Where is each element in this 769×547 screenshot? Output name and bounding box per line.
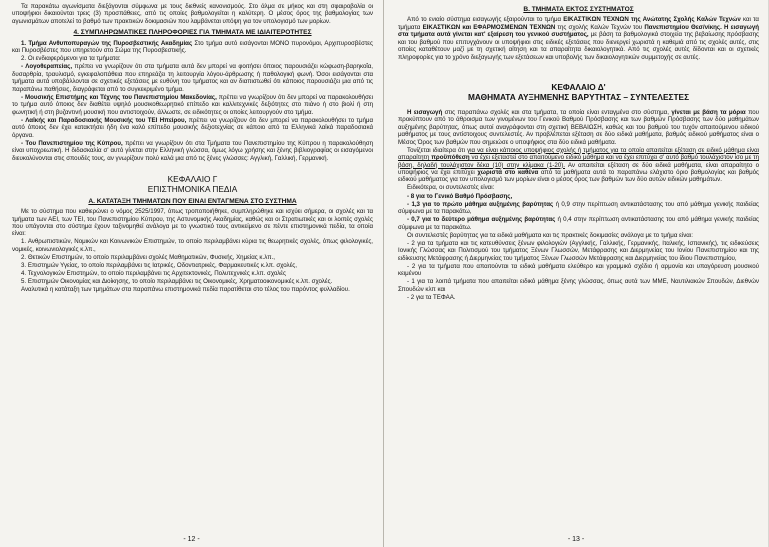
admission-text-1: Η εισαγωγή bbox=[407, 108, 443, 116]
special-coefficient-3: - 1 για τα λοιπά τμήματα που απαιτείται ειδικό μάθημα ξένης γλώσσας, όπως αυτά των ΜΜΕ, Ναυτιλιακών Σπουδών, Διεθνών Σπουδών κλπ και bbox=[398, 278, 759, 293]
section-b-heading: Β. ΤΜΗΜΑΤΑ ΕΚΤΟΣ ΣΥΣΤΗΜΑΤΟΣ bbox=[523, 6, 634, 13]
coefficient-second-title: - 0,7 για το δεύτερο μάθημα αυξημένης βαρύτητας bbox=[407, 216, 556, 224]
section-b-text-6: Πανεπιστημίου Θεσ/νίκης. Η εισαγωγή στα τμήματα αυτά γίνεται κατ' εξαίρεση του γενικού συστήματος, bbox=[398, 23, 760, 39]
field-5: 5. Επιστημών Οικονομίας και Διοίκησης, το οποίο περιλαμβάνει τις Οικονομικές, Χρηματοοικονομικές κ.λπ. σχολές. bbox=[21, 278, 333, 286]
item-folk-music-title: - Λαϊκής και Παραδοσιακής Μουσικής του ΤΕΙ Ηπείρου, bbox=[21, 116, 187, 124]
right-page bbox=[384, 0, 768, 547]
special-coefficient-2: - 2 για τα τμήματα που απαιτούνται τα ειδικά μαθήματα ελεύθερο και γραμμικό σχέδιο ή αρμονία και υπαγόρευση μουσικού κειμένου bbox=[398, 262, 759, 278]
admission-text-2: στις παραπάνω σχολές και στα τμήματα, τα οποία είναι ενταγμένα στο σύστημα, bbox=[442, 108, 672, 116]
coefficient-second-text: ή 0,4 στην περίπτωση αντικατάστασης του από μάθημα γενικής παιδείας σύμφωνα με τα παρακάτω. bbox=[398, 216, 759, 231]
coefficients-intro: Ειδικότερα, οι συντελεστές είναι: bbox=[407, 184, 495, 192]
section-b-text-2: ΕΙΚΑΣΤΙΚΩΝ ΤΕΧΝΩΝ της Ανώτατης Σχολής Καλών Τεχνών bbox=[563, 16, 741, 24]
item-speech-therapy-title: - Λογοθεραπείας, bbox=[21, 63, 73, 71]
field-4: 4. Τεχνολογικών Επιστημών, το οποίο περιλαμβάνει τις Αρχιτεκτονικές, Πολυτεχνικές κ.λπ. σχολές bbox=[21, 270, 286, 278]
item-fire-academy bbox=[12, 40, 373, 55]
special-text-3: προϋπόθεση bbox=[431, 154, 470, 162]
section-4-heading: 4. ΣΥΜΠΛΗΡΩΜΑΤΙΚΕΣ ΠΛΗΡΟΦΟΡΙΕΣ ΓΙΑ ΤΜΗΜΑΤΑ ΜΕ ΙΔΙΑΙΤΕΡΟΤΗΤΕΣ bbox=[73, 29, 312, 37]
item-cyprus-title: - Του Πανεπιστημίου της Κύπρου, bbox=[21, 139, 123, 147]
coefficient-second bbox=[398, 216, 759, 231]
item-fire-academy-title: 1. Τμήμα Ανθυποπυραγών της Πυροσβεστικής Ακαδημίας bbox=[21, 39, 193, 47]
field-1: 1. Ανθρωπιστικών, Νομικών και Κοινωνικών Επιστημών, το οποίο περιλαμβάνει κύρια τις θεωρητικές σχολές, όπως φιλολογικές, νομικές, κοινωνιολογικές κ.λπ., bbox=[12, 238, 373, 253]
admission-paragraph bbox=[398, 109, 759, 146]
item-music-science-text: πρέπει να γνωρίζουν ότι δεν μπορεί να παρακολουθήσει το τμήμα αυτό όποιος δεν διαθέτει υψηλό μουσικοθεωρητικό επίπεδο και καλλιτεχνικές δεξιότητες στο πιάνο ή στο βιολί ή στη φωνητική ή στη βυζαντινή μουσική που αντιστοιχούν, άλλωστε, σε ειδικότητες οι οποίες λειτουργούν στο τμήμα. bbox=[12, 93, 373, 116]
special-subject-paragraph bbox=[398, 147, 759, 184]
special-text-7: από τα μαθήματα αυτά το παραπάνω ελάχιστο όριο βαθμολογίας και βαθμός ειδικού μαθήματος για τον υπολογισμό των μορίων είναι ο μέσος όρος των βαθμών των δύο αυτών ειδικών μαθημάτων. bbox=[398, 168, 759, 184]
chapter-d-number: ΚΕΦΑΛΑΙΟ Δ' bbox=[551, 81, 606, 92]
page-number-left: - 12 - bbox=[183, 535, 200, 543]
section-b-text-5: της σχολής Καλών Τεχνών του bbox=[555, 23, 645, 31]
chapter-d-title: ΜΑΘΗΜΑΤΑ ΑΥΞΗΜΕΝΗΣ ΒΑΡΥΤΗΤΑΣ – ΣΥΝΤΕΛΕΣΤΕΣ bbox=[467, 91, 690, 102]
coefficients-special-intro: Οι συντελεστές βαρύτητας για τα ειδικά μαθήματα και τις πρακτικές δοκιμασίες ανάλογα με το τμήμα είναι: bbox=[407, 231, 693, 239]
section-a-outro: Αναλυτικά η κατάταξη των τμημάτων στα παραπάνω επιστημονικά πεδία παρατίθεται στο τέλος του παρόντος φυλλαδίου. bbox=[21, 286, 350, 294]
section-b-text-7: με βάση τα βαθμολογικά στοιχεία της βεβαίωσης πρόσβασης και του βαθμού που επιτυγχάνουν οι υποψήφιοι στις ειδικές εξετάσεις που διενεργεί χωριστά η καθεμιά από τις σχολές αυτές, στις οποίες καταθέτουν μαζί με τη σχετική αίτηση και τα απαραίτητα δικαιολογητικά. Από τις σχολές αυτές δίδονται και οι σχετικές πληροφορίες για το χρόνο διεξαγωγής των εξετάσεων και υποβολής των δικαιολογητικών συμμετοχής σε αυτές. bbox=[398, 31, 759, 61]
chapter-g-title: ΕΠΙΣΤΗΜΟΝΙΚΑ ΠΕΔΙΑ bbox=[147, 183, 238, 194]
section-b-paragraph bbox=[398, 16, 759, 61]
intro-paragraph: Τα παρακάτω αγωνίσματα διεξάγονται σύμφωνα με τους διεθνείς κανονισμούς. Στο άλμα σε μήκος και στη σφαιροβολία οι υποψήφιοι δικαιούνται τρεις (3) προσπάθειες, από τις οποίες βαθμολογείται η καλύτερη. Ο μέσος όρος της βαθμολογίας των αγωνισμάτων αποτελεί το βαθμό των πρακτικών δοκιμασιών που λαμβάνεται υπόψη για τον υπολογισμό των μορίων. bbox=[12, 3, 373, 25]
special-text-6: χωριστά στο καθένα bbox=[477, 168, 539, 176]
left-page bbox=[0, 0, 384, 547]
chapter-d-heading bbox=[398, 82, 759, 102]
item-cyprus-text: πρέπει να γνωρίζουν ότι στα Τμήματα του Πανεπιστημίου της Κύπρου η παρακολούθηση είναι υποχρεωτική. Η διδασκαλία σ' αυτό γίνεται στην Ελληνική γλώσσα, όμως λόγω χρήσης και ξένης βιβλιογραφίας οι εισαγόμενοι διευκολύνονται στις σπουδές τους, αν γνωρίζουν πολύ καλά μια από τις ξένες γλώσσες: Αγγλική, Γαλλική, Γερμανική. bbox=[12, 139, 373, 162]
item-cyprus bbox=[12, 140, 373, 162]
special-text-5: Αν απαιτείται εξέταση σε δύο ειδικά μαθήματα, είναι απαραίτητο ο υποψήφιος να έχει επιτύχει bbox=[398, 161, 759, 176]
item-folk-music bbox=[12, 117, 373, 139]
section-b-text-3: και τα τμήματα bbox=[398, 16, 759, 31]
chapter-g-heading bbox=[12, 174, 373, 194]
item-folk-music-text: πρέπει να γνωρίζουν ότι δεν μπορεί να παρακολουθήσει το τμήμα αυτό όποιος δεν έχει κατακτήσει ήδη ένα καλό επίπεδο μουσικής δεξιοτεχνίας σε κάποιο από τα Ελληνικά λαϊκά παραδοσιακά όργανα. bbox=[12, 116, 374, 139]
item-speech-therapy bbox=[12, 63, 373, 93]
special-text-2: για να είναι κάποιος υποψήφιος σχολής ή τμήματος για τα οποία απαιτείται εξέταση σε ειδικό μάθημα είναι απαραίτητη bbox=[398, 146, 759, 162]
field-2: 2. Θετικών Επιστημών, το οποίο περιλαμβάνει σχολές Μαθηματικών, Φυσικής, Χημείας κ.λπ., bbox=[21, 253, 275, 261]
coefficient-first-title: - 1,3 για το πρώτο μάθημα αυξημένης βαρύτητας bbox=[407, 200, 554, 208]
page-number-right: - 13 - bbox=[567, 535, 585, 543]
item-speech-therapy-text: πρέπει να γνωρίζουν ότι στα τμήματα αυτά δεν μπορεί να φοιτήσει όποιος παρουσιάζει κώφωση-βαρηκοΐα, δυσαρθρία, τραυλισμό, εγκεφαλοπάθεια που επηρεάζει τη λειτουργία λόγου-άρθρωσης ή παθολογική φωνή. Όσοι εισάγονται στα τμήματα αυτά υποβάλλονται σε σχετικές εξετάσεις με ευθύνη του τμήματος και αν διαπιστωθεί ότι κάποιος παρουσιάζει μια από τις παραπάνω παθήσεις, διαγράφεται από το συγκεκριμένο τμήμα. bbox=[12, 63, 373, 93]
section-a-heading: Α. ΚΑΤΑΤΑΞΗ ΤΜΗΜΑΤΩΝ ΠΟΥ ΕΙΝΑΙ ΕΝΤΑΓΜΕΝΑ ΣΤΟ ΣΥΣΤΗΜΑ bbox=[88, 197, 297, 205]
chapter-g-number: ΚΕΦΑΛΑΙΟ Γ bbox=[167, 173, 218, 184]
coefficient-general: - 8 για το Γενικό Βαθμό Πρόσβασης, bbox=[407, 192, 513, 200]
item-fire-academy-text: Στο τμήμα αυτό εισάγονται ΜΟΝΟ πυρονόμοι, Αρχιπυροσβέστες και Πυροσβέστες που υπηρετούν στο Σώμα της Πυροσβεστικής. bbox=[12, 39, 373, 55]
special-coefficient-4: - 2 για τα ΤΕΦΑΑ. bbox=[407, 293, 456, 301]
special-coefficient-1: - 2 για τα τμήματα και τις κατευθύνσεις ξένων φιλολογιών (Αγγλικής, Γαλλικής, Γερμανικής, Ιταλικής, Ισπανικής), τις ειδικεύσεις Ιονικής Γλώσσας και Πολιτισμού του τμήματος Ξένων Γλωσσών, Μετάφρασης και Διερμηνείας του Ιονίου Πανεπιστημίου και της ειδίκευσης Μετάφρασης ή Διερμηνείας του τμήματος Ξένων Γλωσσών Μετάφρασης και Διερμηνείας του ίδιου Πανεπιστημίου, bbox=[398, 239, 759, 262]
section-b-text-4: ΕΙΚΑΣΤΙΚΩΝ και ΕΦΑΡΜΟΣΜΕΝΩΝ ΤΕΧΝΩΝ bbox=[422, 23, 556, 31]
special-text-1: Τονίζεται ιδιαίτερα ότι bbox=[407, 146, 468, 154]
section-b-text-1: Από το ενιαίο σύστημα εισαγωγής εξαιρούνται το τμήμα bbox=[407, 16, 564, 24]
coefficient-first bbox=[398, 201, 759, 216]
item-music-science bbox=[12, 94, 373, 116]
special-text-4: να έχει εξεταστεί στο απαιτούμενο ειδικό μάθημα και να έχει επιτύχει σ' αυτό βαθμό τουλάχιστον ίσο με τη βάση, δηλαδή τουλάχιστον δέκα (10) στην κλίμακα (1-20). bbox=[398, 154, 759, 169]
field-3: 3. Επιστημών Υγείας, το οποίο περιλαμβάνει τις Ιατρικές, Οδοντιατρικές, Φαρμακευτικές κ.λπ. σχολές, bbox=[21, 262, 297, 270]
admission-text-4: που προκύπτουν από το άθροισμα των γινομένων του Γενικού Βαθμού Πρόσβασης και των βαθμών Πρόσβασης των δύο μαθημάτων αυξημένης βαρύτητας, όπως αυτοί αναγράφονται στη σχετική ΒΕΒΑΙΩΣΗ, καθώς και του βαθμού του τυχόν απαιτούμενου ειδικού μαθήματος με τους αντίστοιχους συντελεστές. Αν προβλέπεται εξέταση σε δύο ειδικά μαθήματα, βαθμός ειδικού μαθήματος είναι ο Μέσος Όρος των βαθμών που σημειώσε ο υποψήφιος στα δύο ειδικά μαθήματα. bbox=[398, 108, 759, 146]
item-interested: 2. Οι ενδιαφερόμενοι για τα τμήματα: bbox=[21, 55, 121, 63]
coefficient-first-text: ή 0,9 στην περίπτωση αντικατάστασης του από μάθημα γενικής παιδείας σύμφωνα με τα παρακάτω, bbox=[398, 200, 759, 216]
item-music-science-title: - Μουσικής Επιστήμης και Τέχνης του Πανεπιστημίου Μακεδονίας, bbox=[21, 93, 217, 101]
admission-text-3: γίνεται με βάση τα μόρια bbox=[671, 108, 746, 116]
section-a-intro: Με το σύστημα που καθιερώνει ο νόμος 2525/1997, όπως τροποποιήθηκε, συμπληρώθηκε και ισχύει σήμερα, οι σχολές και τα τμήματα των ΑΕΙ, των ΤΕΙ, του Πανεπιστημίου Κύπρου, της Αστυνομικής Ακαδημίας, καθώς και οι Στρατιωτικές και οι λοιπές σχολές που υπάγονται στο σύστημα έχουν ταξινομηθεί ανάλογα με το γνωστικό τους αντικείμενο σε πέντε επιστημονικά πεδία, τα οποία είναι: bbox=[12, 208, 373, 238]
